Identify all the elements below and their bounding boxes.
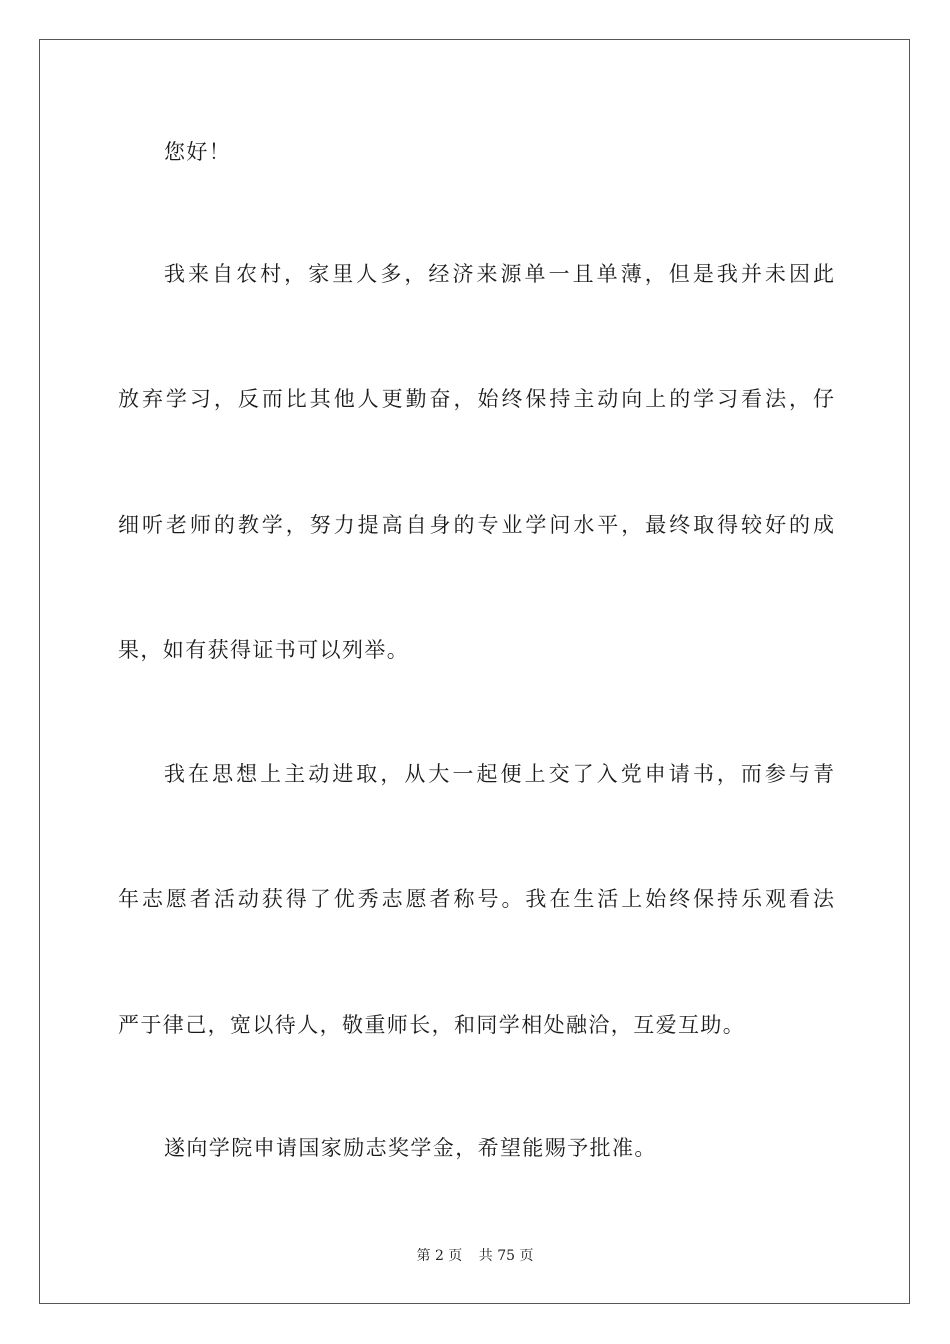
paragraph-1-line-2: 放弃学习，反而比其他人更勤奋，始终保持主动向上的学习看法，仔 [118,387,834,411]
paragraph-1-line-1: 我来自农村，家里人多，经济来源单一且单薄，但是我并未因此 [164,262,834,286]
paragraph-2-line-1: 我在思想上主动进取，从大一起便上交了入党申请书，而参与青 [164,762,834,786]
paragraph-1-line-4: 果，如有获得证书可以列举。 [118,638,410,662]
page-border [39,39,910,1304]
paragraph-2-line-3: 严于律己，宽以待人，敬重师长，和同学相处融洽，互爱互助。 [118,1013,746,1037]
page-total: 共 75 页 [478,1248,534,1264]
closing-line: 遂向学院申请国家励志奖学金，希望能赐予批准。 [164,1136,657,1160]
page-footer [0,1247,950,1265]
greeting-line: 您好！ [164,140,232,164]
paragraph-2-line-2: 年志愿者活动获得了优秀志愿者称号。我在生活上始终保持乐观看法 [118,887,834,911]
paragraph-1-line-3: 细听老师的教学，努力提高自身的专业学问水平，最终取得较好的成 [118,513,834,537]
page-number: 第 2 页 [416,1248,463,1264]
